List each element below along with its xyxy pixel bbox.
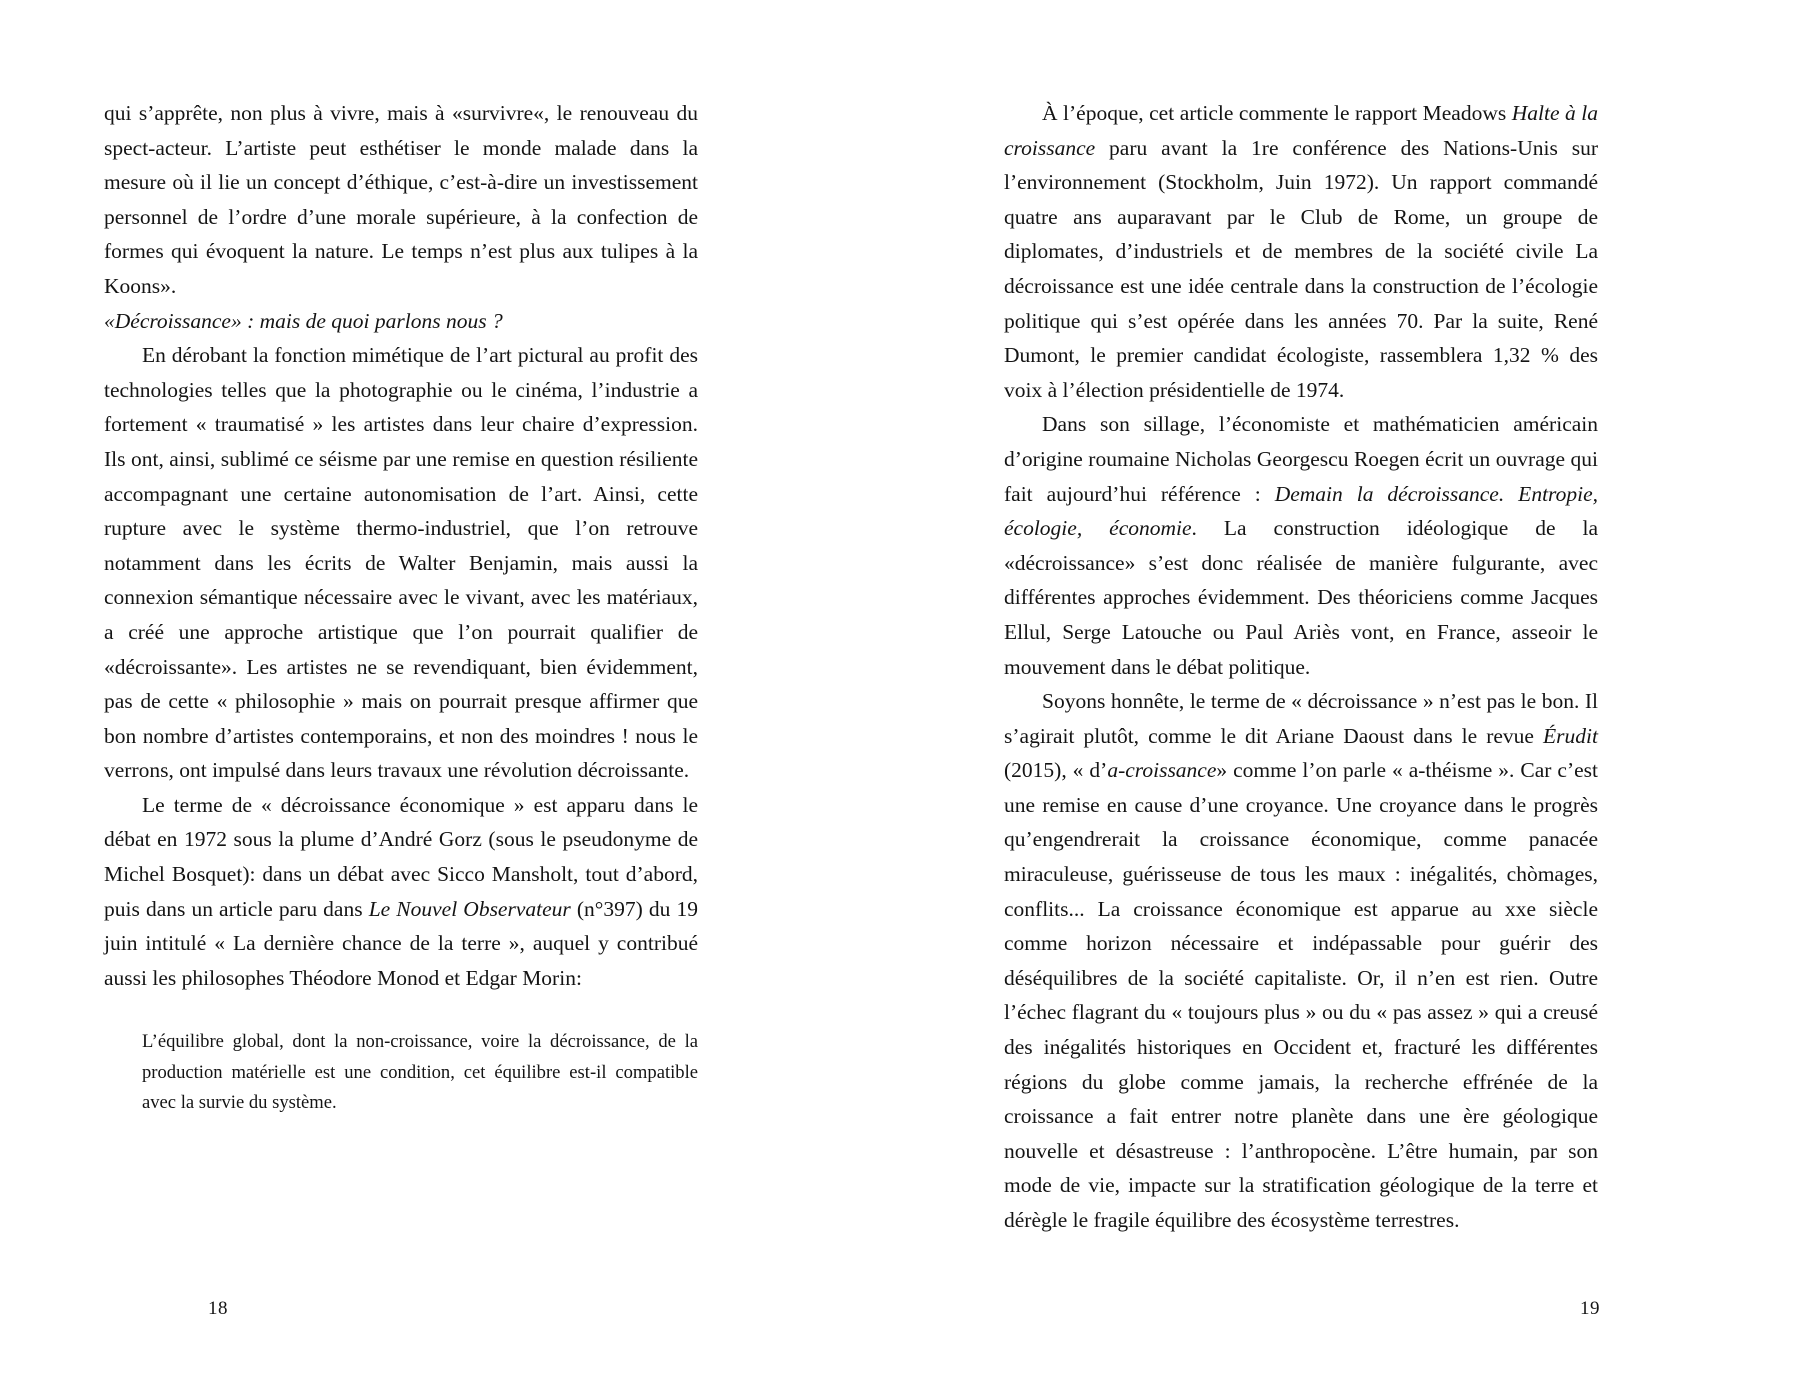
title-italic-erudit: Érudit xyxy=(1543,723,1598,748)
paragraph-a-croissance xyxy=(1004,684,1598,1238)
page-number-left: 18 xyxy=(208,1298,228,1319)
text-column-left xyxy=(104,96,698,1119)
paragraph-meadows xyxy=(1004,96,1598,407)
page-number-right: 19 xyxy=(1580,1298,1600,1319)
text-column-right xyxy=(1004,96,1598,1238)
paragraph-text-suffix: paru avant la 1re conférence des Nations-Unis sur l’environnement (Stockholm, Juin 1972). Un rapport commandé quatre ans auparavant par le Club de Rome, un groupe de diplomates, d’industriels et de membres de la société civile La décroissance est une idée centrale dans la construction de l’écologie politique qui s’est opérée dans les années 70. Par la suite, René Dumont, le premier candidat écologiste, rassemblera 1,32 % des voix à l’élection présidentielle de 1974. xyxy=(1004,135,1598,402)
title-italic-nouvel-observateur: Le Nouvel Observateur xyxy=(368,896,571,921)
paragraph-continued: qui s’apprête, non plus à vivre, mais à «survivre«, le renouveau du spect-acteur. L’artiste peut esthétiser le monde malade dans la mesure où il lie un concept d’éthique, c’est-à-dire un investissement personnel de l’ordre d’une morale supérieure, à la confection de formes qui évoquent la nature. Le temps n’est plus aux tulipes à la Koons». xyxy=(104,101,698,298)
paragraph-body: En dérobant la fonction mimétique de l’art pictural au profit des technologies telles que la photographie ou le cinéma, l’industrie a fortement « traumatisé » les artistes dans leur chaire d’expression. Ils ont, ainsi, sublimé ce séisme par une remise en question résiliente accompagnant une certaine autonomisation de l’art. Ainsi, cette rupture avec le système thermo-industriel, que l’on retrouve notamment dans les écrits de Walter Benjamin, mais aussi la connexion sémantique nécessaire avec le vivant, avec les matériaux, a créé une approche artistique que l’on pourrait qualifier de «décroissante». Les artistes ne se revendiquant, bien évidemment, pas de cette « philosophie » mais on pourrait presque affirmer que bon nombre d’artistes contemporains, et non des moindres ! nous le verrons, ont impulsé dans leurs travaux une révolution décroissante. xyxy=(104,343,698,783)
paragraph-text-mid: (2015), « d’ xyxy=(1004,758,1108,783)
page-right xyxy=(1004,96,1704,1378)
paragraph-text-prefix: Le terme de « décroissance économique » est apparu dans le débat en 1972 sous la plume d’André Gorz (sous le pseudonyme de Michel Bosquet): dans un débat avec Sicco Mansholt, tout d’abord, puis dans un article paru dans xyxy=(104,792,698,921)
title-italic-demain-la-decroissance: Demain la décroissance. Entropie, écologie, économie xyxy=(1004,481,1599,541)
paragraph-text-suffix: . La construction idéologique de la «décroissance» s’est donc réalisée de manière fulgurante, avec différentes approches évidemment. Des théoriciens comme Jacques Ellul, Serge Latouche ou Paul Ariès vont, en France, asseoir le mouvement dans le débat politique. xyxy=(1004,516,1598,679)
title-italic-halte-a-la-croissance: Halte à la croissance xyxy=(1004,101,1598,160)
paragraph-text-suffix: (n°397) du 19 juin intitulé « La dernière chance de la terre », auquel y contribué aussi les philosophes Théodore Monod et Edgar Morin: xyxy=(104,896,699,990)
paragraph-text-prefix: À l’époque, cet article commente le rapport Meadows xyxy=(1042,101,1512,125)
paragraph-text-prefix: Dans son sillage, l’économiste et mathématicien américain d’origine roumaine Nicholas Georgescu Roegen écrit un ouvrage qui fait aujourd’hui référence : xyxy=(1004,412,1598,506)
term-italic-a-croissance: a-croissance xyxy=(1107,758,1217,783)
paragraph-text-suffix: » comme l’on parle « a-théisme ». Car c’est une remise en cause d’une croyance. Une croyance dans le progrès qu’engendrerait la croissance économique, comme panacée miraculeuse, guérisseuse de tous les maux : inégalités, chòmages, conflits... La croissance économique est apparue au xxe siècle comme horizon nécessaire et indépassable pour guérir des déséquilibres de la société capitaliste. Or, il n’en est rien. Outre l’échec flagrant du « toujours plus » ou du « pas assez » qui a creusé des inégalités historiques en Occident et, fracturé les différentes régions du globe comme jamais, la recherche effrénée de la croissance a fait entrer notre planète dans une ère géologique nouvelle et désastreuse : l’anthropocène. L’être humain, par son mode de vie, impacte sur la stratification géologique de la terre et dérègle le fragile équilibre des écosystème terrestres. xyxy=(1004,758,1598,1232)
blockquote: L’équilibre global, dont la non-croissance, voire la décroissance, de la production matérielle est une condition, cet équilibre est-il compatible avec la survie du système. xyxy=(142,1031,698,1114)
paragraph-body-gorz xyxy=(104,788,698,996)
paragraph-text-prefix: Soyons honnête, le terme de « décroissance » n’est pas le bon. Il s’agirait plutôt, comme le dit Ariane Daoust dans le revue xyxy=(1004,689,1598,748)
paragraph-georgescu-roegen xyxy=(1004,407,1598,684)
page-left xyxy=(104,96,804,1378)
section-subheading: «Décroissance» : mais de quoi parlons nous ? xyxy=(104,308,503,333)
